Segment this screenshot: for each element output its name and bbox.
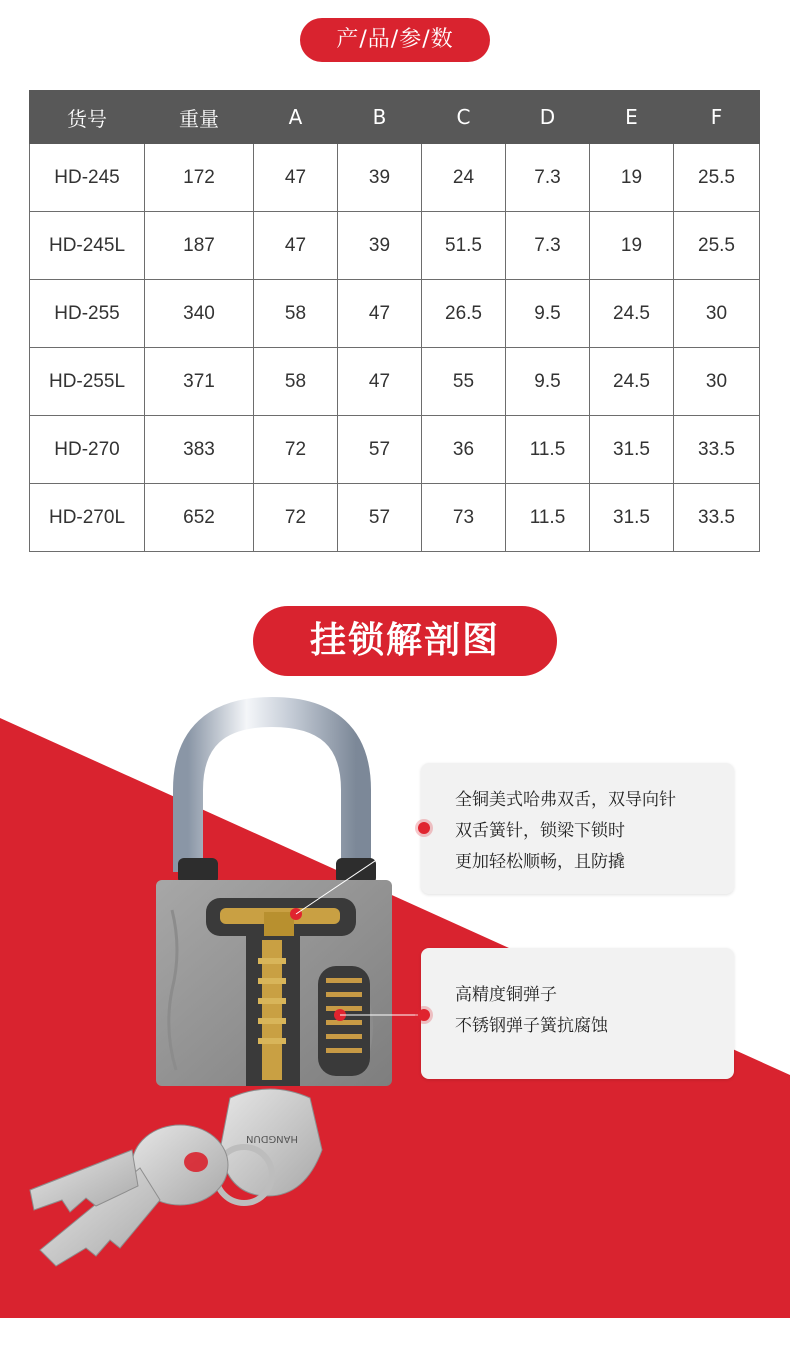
callout-marker-dot (418, 822, 430, 834)
table-cell: 58 (254, 280, 338, 348)
table-cell: HD-245 (30, 144, 145, 212)
header-cell: B (338, 91, 422, 144)
callout-text: 更加轻松顺畅，且防撬 (455, 852, 625, 872)
key-engraving: HANGDUN (245, 1133, 299, 1144)
table-cell: 33.5 (674, 484, 760, 552)
table-cell: 47 (254, 212, 338, 280)
table-cell: 31.5 (590, 416, 674, 484)
table-cell: HD-255L (30, 348, 145, 416)
table-cell: 9.5 (506, 348, 590, 416)
callout-text: 不锈钢弹子簧抗腐蚀 (455, 1016, 608, 1036)
table-cell: 24.5 (590, 348, 674, 416)
table-cell: 19 (590, 144, 674, 212)
table-cell: 24 (422, 144, 506, 212)
table-cell: HD-255 (30, 280, 145, 348)
table-cell: HD-270 (30, 416, 145, 484)
table-cell: 383 (145, 416, 254, 484)
table-cell: 39 (338, 212, 422, 280)
callout-dual-bolt (421, 763, 734, 894)
table-cell: 36 (422, 416, 506, 484)
table-cell: 47 (254, 144, 338, 212)
callout-copper-pins (421, 948, 734, 1079)
header-cell: A (254, 91, 338, 144)
table-cell: 652 (145, 484, 254, 552)
table-cell: 47 (338, 280, 422, 348)
table-cell: 57 (338, 416, 422, 484)
table-cell: HD-245L (30, 212, 145, 280)
table-cell: 73 (422, 484, 506, 552)
table-cell: 33.5 (674, 416, 760, 484)
header-cell: E (590, 91, 674, 144)
table-cell: 31.5 (590, 484, 674, 552)
table-cell: 30 (674, 348, 760, 416)
header-cell: 货号 (30, 91, 145, 144)
callout-text: 全铜美式哈弗双舌，双导向针 (455, 790, 676, 810)
anatomy-section-title: 挂锁解剖图 (253, 606, 557, 676)
callout-marker-dot (418, 1009, 430, 1021)
callout-text: 双舌簧针，锁梁下锁时 (455, 821, 625, 841)
table-cell: 19 (590, 212, 674, 280)
header-cell: D (506, 91, 590, 144)
table-cell: 24.5 (590, 280, 674, 348)
table-cell: 25.5 (674, 212, 760, 280)
table-cell: 11.5 (506, 416, 590, 484)
table-cell: 25.5 (674, 144, 760, 212)
table-cell: 30 (674, 280, 760, 348)
table-cell: 39 (338, 144, 422, 212)
header-cell: 重量 (145, 91, 254, 144)
header-cell: F (674, 91, 760, 144)
spec-section-title: 产/品/参/数 (300, 18, 490, 62)
callout-text: 高精度铜弹子 (455, 985, 557, 1005)
table-cell: 72 (254, 484, 338, 552)
table-cell: 7.3 (506, 212, 590, 280)
table-cell: 371 (145, 348, 254, 416)
table-cell: 51.5 (422, 212, 506, 280)
table-cell: 55 (422, 348, 506, 416)
table-cell: 172 (145, 144, 254, 212)
table-cell: HD-270L (30, 484, 145, 552)
table-cell: 47 (338, 348, 422, 416)
table-cell: 340 (145, 280, 254, 348)
table-cell: 9.5 (506, 280, 590, 348)
table-cell: 26.5 (422, 280, 506, 348)
table-cell: 7.3 (506, 144, 590, 212)
table-cell: 11.5 (506, 484, 590, 552)
table-cell: 187 (145, 212, 254, 280)
header-cell: C (422, 91, 506, 144)
table-cell: 72 (254, 416, 338, 484)
table-cell: 58 (254, 348, 338, 416)
table-cell: 57 (338, 484, 422, 552)
